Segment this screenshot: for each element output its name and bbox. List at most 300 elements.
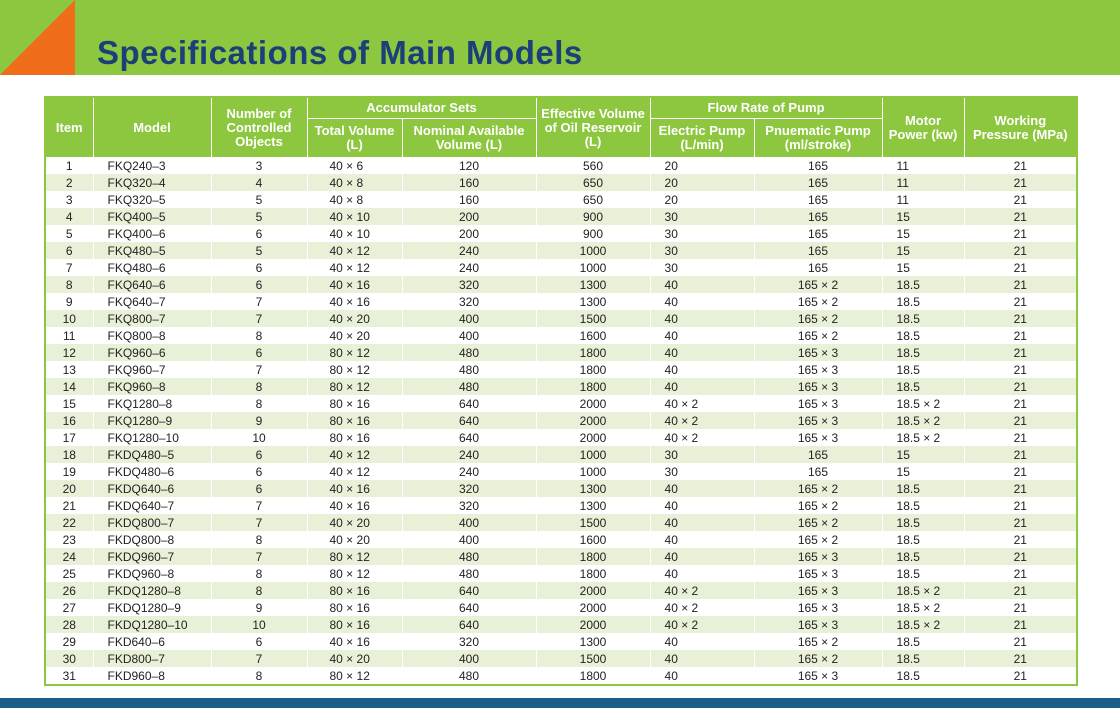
electric-pump-cell: 40 × 2 — [650, 582, 754, 599]
electric-pump-cell: 40 — [650, 531, 754, 548]
reservoir-cell: 1000 — [536, 463, 650, 480]
motor-power-cell: 18.5 — [882, 633, 964, 650]
nominal-volume-cell: 160 — [402, 191, 536, 208]
pneumatic-pump-cell: 165 × 2 — [754, 276, 882, 293]
working-pressure-cell: 21 — [964, 259, 1077, 276]
header-flow-rate: Flow Rate of Pump — [650, 97, 882, 119]
nominal-volume-cell: 160 — [402, 174, 536, 191]
electric-pump-cell: 40 — [650, 378, 754, 395]
total-volume-cell: 80 × 12 — [307, 565, 402, 582]
pneumatic-pump-cell: 165 × 2 — [754, 480, 882, 497]
pneumatic-pump-cell: 165 × 3 — [754, 378, 882, 395]
controlled-objects-cell: 4 — [211, 174, 307, 191]
motor-power-cell: 18.5 × 2 — [882, 599, 964, 616]
model-cell: FKDQ800–7 — [93, 514, 211, 531]
reservoir-cell: 1800 — [536, 548, 650, 565]
table-row — [45, 548, 1077, 565]
pneumatic-pump-cell: 165 × 3 — [754, 395, 882, 412]
header-oil-reservoir: Effective Volume of Oil Reservoir (L) — [536, 97, 650, 157]
motor-power-cell: 15 — [882, 259, 964, 276]
item-cell: 11 — [45, 327, 93, 344]
nominal-volume-cell: 120 — [402, 157, 536, 174]
pneumatic-pump-cell: 165 — [754, 463, 882, 480]
nominal-volume-cell: 320 — [402, 276, 536, 293]
model-cell: FKQ1280–8 — [93, 395, 211, 412]
reservoir-cell: 2000 — [536, 395, 650, 412]
controlled-objects-cell: 7 — [211, 514, 307, 531]
electric-pump-cell: 30 — [650, 225, 754, 242]
controlled-objects-cell: 7 — [211, 497, 307, 514]
item-cell: 25 — [45, 565, 93, 582]
reservoir-cell: 1800 — [536, 344, 650, 361]
nominal-volume-cell: 240 — [402, 259, 536, 276]
controlled-objects-cell: 8 — [211, 327, 307, 344]
nominal-volume-cell: 400 — [402, 650, 536, 667]
nominal-volume-cell: 640 — [402, 582, 536, 599]
working-pressure-cell: 21 — [964, 514, 1077, 531]
motor-power-cell: 18.5 — [882, 378, 964, 395]
pneumatic-pump-cell: 165 × 2 — [754, 650, 882, 667]
electric-pump-cell: 40 — [650, 310, 754, 327]
total-volume-cell: 40 × 6 — [307, 157, 402, 174]
header-accumulator-sets: Accumulator Sets — [307, 97, 536, 119]
controlled-objects-cell: 8 — [211, 565, 307, 582]
pneumatic-pump-cell: 165 × 3 — [754, 565, 882, 582]
reservoir-cell: 560 — [536, 157, 650, 174]
item-cell: 5 — [45, 225, 93, 242]
reservoir-cell: 2000 — [536, 412, 650, 429]
motor-power-cell: 18.5 × 2 — [882, 429, 964, 446]
item-cell: 29 — [45, 633, 93, 650]
item-cell: 15 — [45, 395, 93, 412]
working-pressure-cell: 21 — [964, 361, 1077, 378]
electric-pump-cell: 40 × 2 — [650, 429, 754, 446]
table-row — [45, 497, 1077, 514]
table-row — [45, 514, 1077, 531]
total-volume-cell: 40 × 16 — [307, 293, 402, 310]
electric-pump-cell: 40 — [650, 327, 754, 344]
reservoir-cell: 1300 — [536, 293, 650, 310]
pneumatic-pump-cell: 165 × 2 — [754, 310, 882, 327]
reservoir-cell: 900 — [536, 208, 650, 225]
total-volume-cell: 40 × 20 — [307, 310, 402, 327]
item-cell: 20 — [45, 480, 93, 497]
nominal-volume-cell: 240 — [402, 446, 536, 463]
item-cell: 13 — [45, 361, 93, 378]
working-pressure-cell: 21 — [964, 242, 1077, 259]
motor-power-cell: 18.5 — [882, 565, 964, 582]
working-pressure-cell: 21 — [964, 548, 1077, 565]
electric-pump-cell: 20 — [650, 174, 754, 191]
reservoir-cell: 1500 — [536, 650, 650, 667]
controlled-objects-cell: 6 — [211, 225, 307, 242]
controlled-objects-cell: 6 — [211, 463, 307, 480]
pneumatic-pump-cell: 165 — [754, 208, 882, 225]
total-volume-cell: 80 × 16 — [307, 599, 402, 616]
total-volume-cell: 80 × 16 — [307, 429, 402, 446]
working-pressure-cell: 21 — [964, 633, 1077, 650]
electric-pump-cell: 40 — [650, 480, 754, 497]
total-volume-cell: 40 × 8 — [307, 174, 402, 191]
controlled-objects-cell: 6 — [211, 446, 307, 463]
model-cell: FKQ640–7 — [93, 293, 211, 310]
controlled-objects-cell: 7 — [211, 293, 307, 310]
electric-pump-cell: 40 — [650, 667, 754, 685]
table-row — [45, 327, 1077, 344]
controlled-objects-cell: 6 — [211, 276, 307, 293]
motor-power-cell: 18.5 — [882, 480, 964, 497]
electric-pump-cell: 30 — [650, 208, 754, 225]
table-row — [45, 361, 1077, 378]
item-cell: 30 — [45, 650, 93, 667]
table-row — [45, 242, 1077, 259]
pneumatic-pump-cell: 165 × 3 — [754, 599, 882, 616]
nominal-volume-cell: 480 — [402, 548, 536, 565]
motor-power-cell: 18.5 — [882, 344, 964, 361]
reservoir-cell: 1300 — [536, 276, 650, 293]
electric-pump-cell: 30 — [650, 242, 754, 259]
total-volume-cell: 80 × 16 — [307, 582, 402, 599]
working-pressure-cell: 21 — [964, 599, 1077, 616]
reservoir-cell: 1500 — [536, 310, 650, 327]
table-row — [45, 395, 1077, 412]
nominal-volume-cell: 480 — [402, 344, 536, 361]
motor-power-cell: 18.5 — [882, 514, 964, 531]
working-pressure-cell: 21 — [964, 582, 1077, 599]
item-cell: 2 — [45, 174, 93, 191]
controlled-objects-cell: 5 — [211, 208, 307, 225]
model-cell: FKQ320–5 — [93, 191, 211, 208]
working-pressure-cell: 21 — [964, 191, 1077, 208]
motor-power-cell: 18.5 × 2 — [882, 582, 964, 599]
table-row — [45, 259, 1077, 276]
controlled-objects-cell: 6 — [211, 344, 307, 361]
controlled-objects-cell: 5 — [211, 242, 307, 259]
controlled-objects-cell: 6 — [211, 259, 307, 276]
total-volume-cell: 40 × 8 — [307, 191, 402, 208]
pneumatic-pump-cell: 165 — [754, 225, 882, 242]
controlled-objects-cell: 10 — [211, 616, 307, 633]
controlled-objects-cell: 9 — [211, 599, 307, 616]
reservoir-cell: 1800 — [536, 378, 650, 395]
controlled-objects-cell: 7 — [211, 310, 307, 327]
working-pressure-cell: 21 — [964, 463, 1077, 480]
working-pressure-cell: 21 — [964, 276, 1077, 293]
table-row — [45, 650, 1077, 667]
nominal-volume-cell: 400 — [402, 310, 536, 327]
working-pressure-cell: 21 — [964, 650, 1077, 667]
header-controlled-objects: Number of Controlled Objects — [211, 97, 307, 157]
table-row — [45, 412, 1077, 429]
reservoir-cell: 2000 — [536, 616, 650, 633]
reservoir-cell: 1300 — [536, 497, 650, 514]
electric-pump-cell: 30 — [650, 463, 754, 480]
header-total-volume: Total Volume (L) — [307, 119, 402, 158]
electric-pump-cell: 20 — [650, 157, 754, 174]
model-cell: FKDQ960–8 — [93, 565, 211, 582]
nominal-volume-cell: 640 — [402, 429, 536, 446]
motor-power-cell: 15 — [882, 208, 964, 225]
table-row — [45, 310, 1077, 327]
motor-power-cell: 18.5 — [882, 667, 964, 685]
item-cell: 16 — [45, 412, 93, 429]
item-cell: 19 — [45, 463, 93, 480]
table-row — [45, 191, 1077, 208]
total-volume-cell: 80 × 16 — [307, 616, 402, 633]
motor-power-cell: 18.5 — [882, 531, 964, 548]
item-cell: 27 — [45, 599, 93, 616]
table-row — [45, 157, 1077, 174]
model-cell: FKQ400–5 — [93, 208, 211, 225]
pneumatic-pump-cell: 165 — [754, 242, 882, 259]
nominal-volume-cell: 480 — [402, 378, 536, 395]
electric-pump-cell: 40 — [650, 548, 754, 565]
reservoir-cell: 1600 — [536, 327, 650, 344]
model-cell: FKQ320–4 — [93, 174, 211, 191]
pneumatic-pump-cell: 165 — [754, 191, 882, 208]
motor-power-cell: 18.5 × 2 — [882, 395, 964, 412]
pneumatic-pump-cell: 165 — [754, 446, 882, 463]
item-cell: 7 — [45, 259, 93, 276]
item-cell: 10 — [45, 310, 93, 327]
table-row — [45, 633, 1077, 650]
motor-power-cell: 18.5 — [882, 310, 964, 327]
model-cell: FKQ480–6 — [93, 259, 211, 276]
total-volume-cell: 40 × 12 — [307, 242, 402, 259]
motor-power-cell: 18.5 — [882, 327, 964, 344]
reservoir-cell: 1800 — [536, 667, 650, 685]
electric-pump-cell: 40 × 2 — [650, 599, 754, 616]
controlled-objects-cell: 6 — [211, 633, 307, 650]
model-cell: FKDQ960–7 — [93, 548, 211, 565]
table-body — [45, 157, 1077, 685]
item-cell: 24 — [45, 548, 93, 565]
nominal-volume-cell: 240 — [402, 242, 536, 259]
item-cell: 6 — [45, 242, 93, 259]
controlled-objects-cell: 8 — [211, 531, 307, 548]
pneumatic-pump-cell: 165 × 3 — [754, 344, 882, 361]
controlled-objects-cell: 6 — [211, 480, 307, 497]
total-volume-cell: 40 × 12 — [307, 463, 402, 480]
total-volume-cell: 40 × 10 — [307, 208, 402, 225]
table-row — [45, 174, 1077, 191]
pneumatic-pump-cell: 165 × 2 — [754, 514, 882, 531]
header-model: Model — [93, 97, 211, 157]
electric-pump-cell: 40 — [650, 293, 754, 310]
reservoir-cell: 1000 — [536, 446, 650, 463]
electric-pump-cell: 40 — [650, 344, 754, 361]
pneumatic-pump-cell: 165 × 2 — [754, 531, 882, 548]
motor-power-cell: 18.5 — [882, 276, 964, 293]
reservoir-cell: 1800 — [536, 361, 650, 378]
electric-pump-cell: 30 — [650, 446, 754, 463]
pneumatic-pump-cell: 165 × 3 — [754, 667, 882, 685]
pneumatic-pump-cell: 165 — [754, 174, 882, 191]
reservoir-cell: 650 — [536, 191, 650, 208]
motor-power-cell: 15 — [882, 446, 964, 463]
table-row — [45, 344, 1077, 361]
model-cell: FKDQ640–7 — [93, 497, 211, 514]
motor-power-cell: 11 — [882, 174, 964, 191]
footer-band — [0, 698, 1120, 708]
total-volume-cell: 80 × 12 — [307, 378, 402, 395]
total-volume-cell: 80 × 12 — [307, 548, 402, 565]
nominal-volume-cell: 640 — [402, 616, 536, 633]
controlled-objects-cell: 8 — [211, 395, 307, 412]
total-volume-cell: 40 × 16 — [307, 633, 402, 650]
working-pressure-cell: 21 — [964, 378, 1077, 395]
model-cell: FKQ1280–10 — [93, 429, 211, 446]
working-pressure-cell: 21 — [964, 531, 1077, 548]
table-row — [45, 293, 1077, 310]
motor-power-cell: 18.5 — [882, 497, 964, 514]
controlled-objects-cell: 3 — [211, 157, 307, 174]
motor-power-cell: 15 — [882, 242, 964, 259]
item-cell: 18 — [45, 446, 93, 463]
table-row — [45, 565, 1077, 582]
working-pressure-cell: 21 — [964, 174, 1077, 191]
nominal-volume-cell: 480 — [402, 361, 536, 378]
nominal-volume-cell: 320 — [402, 633, 536, 650]
working-pressure-cell: 21 — [964, 293, 1077, 310]
total-volume-cell: 40 × 20 — [307, 514, 402, 531]
table-row — [45, 378, 1077, 395]
working-pressure-cell: 21 — [964, 412, 1077, 429]
pneumatic-pump-cell: 165 × 3 — [754, 412, 882, 429]
item-cell: 28 — [45, 616, 93, 633]
reservoir-cell: 650 — [536, 174, 650, 191]
model-cell: FKQ960–7 — [93, 361, 211, 378]
model-cell: FKQ800–8 — [93, 327, 211, 344]
pneumatic-pump-cell: 165 × 3 — [754, 548, 882, 565]
controlled-objects-cell: 7 — [211, 548, 307, 565]
reservoir-cell: 900 — [536, 225, 650, 242]
item-cell: 21 — [45, 497, 93, 514]
working-pressure-cell: 21 — [964, 429, 1077, 446]
model-cell: FKDQ800–8 — [93, 531, 211, 548]
item-cell: 4 — [45, 208, 93, 225]
item-cell: 17 — [45, 429, 93, 446]
pneumatic-pump-cell: 165 — [754, 259, 882, 276]
motor-power-cell: 18.5 — [882, 293, 964, 310]
electric-pump-cell: 40 × 2 — [650, 412, 754, 429]
item-cell: 8 — [45, 276, 93, 293]
working-pressure-cell: 21 — [964, 310, 1077, 327]
motor-power-cell: 18.5 — [882, 650, 964, 667]
electric-pump-cell: 40 — [650, 514, 754, 531]
reservoir-cell: 2000 — [536, 429, 650, 446]
controlled-objects-cell: 7 — [211, 650, 307, 667]
table-row — [45, 582, 1077, 599]
reservoir-cell: 1500 — [536, 514, 650, 531]
pneumatic-pump-cell: 165 × 2 — [754, 327, 882, 344]
motor-power-cell: 18.5 × 2 — [882, 616, 964, 633]
reservoir-cell: 1000 — [536, 242, 650, 259]
nominal-volume-cell: 640 — [402, 395, 536, 412]
nominal-volume-cell: 480 — [402, 667, 536, 685]
table-row — [45, 463, 1077, 480]
total-volume-cell: 40 × 10 — [307, 225, 402, 242]
pneumatic-pump-cell: 165 × 3 — [754, 582, 882, 599]
table-row — [45, 208, 1077, 225]
model-cell: FKDQ480–6 — [93, 463, 211, 480]
reservoir-cell: 1800 — [536, 565, 650, 582]
controlled-objects-cell: 5 — [211, 191, 307, 208]
working-pressure-cell: 21 — [964, 565, 1077, 582]
nominal-volume-cell: 400 — [402, 514, 536, 531]
reservoir-cell: 2000 — [536, 582, 650, 599]
pneumatic-pump-cell: 165 — [754, 157, 882, 174]
nominal-volume-cell: 640 — [402, 599, 536, 616]
table-row — [45, 480, 1077, 497]
electric-pump-cell: 40 — [650, 497, 754, 514]
controlled-objects-cell: 8 — [211, 667, 307, 685]
controlled-objects-cell: 8 — [211, 582, 307, 599]
model-cell: FKD640–6 — [93, 633, 211, 650]
total-volume-cell: 40 × 16 — [307, 497, 402, 514]
model-cell: FKQ240–3 — [93, 157, 211, 174]
motor-power-cell: 18.5 × 2 — [882, 412, 964, 429]
pneumatic-pump-cell: 165 × 3 — [754, 616, 882, 633]
model-cell: FKDQ640–6 — [93, 480, 211, 497]
controlled-objects-cell: 8 — [211, 378, 307, 395]
total-volume-cell: 40 × 12 — [307, 259, 402, 276]
header-electric-pump: Electric Pump (L/min) — [650, 119, 754, 158]
item-cell: 23 — [45, 531, 93, 548]
item-cell: 22 — [45, 514, 93, 531]
electric-pump-cell: 30 — [650, 259, 754, 276]
motor-power-cell: 18.5 — [882, 361, 964, 378]
total-volume-cell: 40 × 16 — [307, 480, 402, 497]
total-volume-cell: 40 × 20 — [307, 650, 402, 667]
nominal-volume-cell: 200 — [402, 225, 536, 242]
item-cell: 3 — [45, 191, 93, 208]
working-pressure-cell: 21 — [964, 344, 1077, 361]
total-volume-cell: 80 × 12 — [307, 667, 402, 685]
reservoir-cell: 1000 — [536, 259, 650, 276]
model-cell: FKQ400–6 — [93, 225, 211, 242]
nominal-volume-cell: 320 — [402, 293, 536, 310]
nominal-volume-cell: 320 — [402, 497, 536, 514]
table-row — [45, 667, 1077, 685]
model-cell: FKD800–7 — [93, 650, 211, 667]
specifications-table — [44, 96, 1078, 686]
total-volume-cell: 80 × 16 — [307, 395, 402, 412]
reservoir-cell: 2000 — [536, 599, 650, 616]
table-row — [45, 446, 1077, 463]
working-pressure-cell: 21 — [964, 157, 1077, 174]
model-cell: FKDQ480–5 — [93, 446, 211, 463]
table-row — [45, 429, 1077, 446]
working-pressure-cell: 21 — [964, 225, 1077, 242]
header-working-pressure: Working Pressure (MPa) — [964, 97, 1077, 157]
reservoir-cell: 1300 — [536, 480, 650, 497]
nominal-volume-cell: 640 — [402, 412, 536, 429]
header-motor-power: Motor Power (kw) — [882, 97, 964, 157]
working-pressure-cell: 21 — [964, 327, 1077, 344]
motor-power-cell: 15 — [882, 463, 964, 480]
item-cell: 26 — [45, 582, 93, 599]
header-pneumatic-pump: Pnuematic Pump (ml/stroke) — [754, 119, 882, 158]
total-volume-cell: 80 × 12 — [307, 344, 402, 361]
pneumatic-pump-cell: 165 × 3 — [754, 429, 882, 446]
motor-power-cell: 11 — [882, 157, 964, 174]
table-row — [45, 616, 1077, 633]
nominal-volume-cell: 400 — [402, 327, 536, 344]
working-pressure-cell: 21 — [964, 667, 1077, 685]
pneumatic-pump-cell: 165 × 2 — [754, 633, 882, 650]
pneumatic-pump-cell: 165 × 3 — [754, 361, 882, 378]
